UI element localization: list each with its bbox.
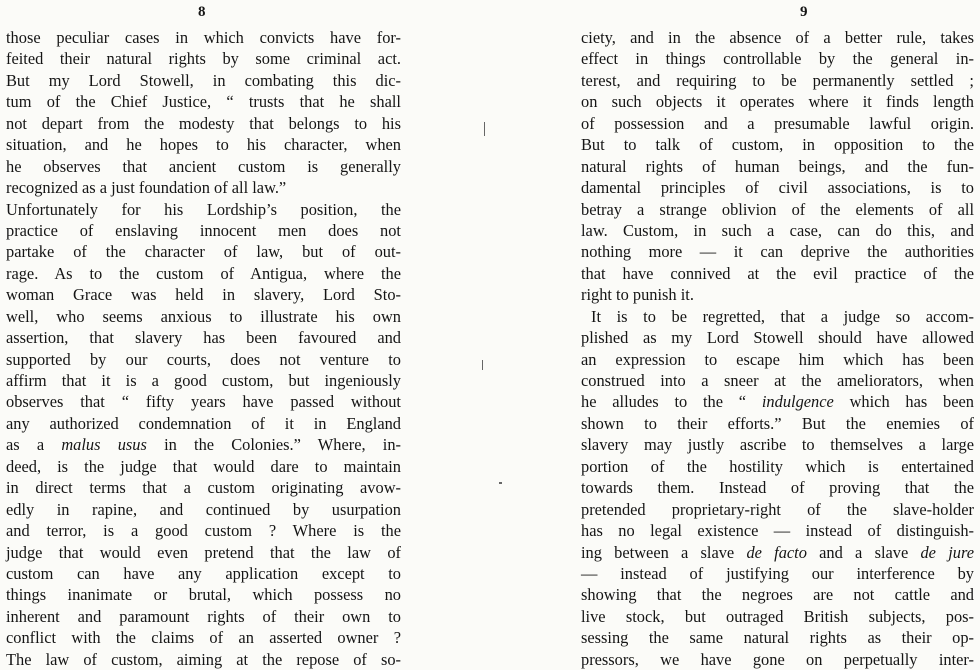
text-line: towards them. Instead of proving that the xyxy=(581,478,974,498)
text-line: tum of the Chief Justice, “ trusts that he shall xyxy=(6,92,401,112)
text-line: woman Grace was held in slavery, Lord Sto- xyxy=(6,285,401,305)
text-line: he observes that ancient custom is generally xyxy=(6,156,401,176)
text-line: has no legal existence — instead of distinguish- xyxy=(581,521,974,541)
text-line: custom can have any application except to xyxy=(6,563,401,583)
text-line: construed into a sneer at the ameliorators, when xyxy=(581,371,974,390)
text-line: betray a strange oblivion of the elements of all xyxy=(581,199,974,219)
text-line: — instead of justifying our interference by xyxy=(581,563,974,583)
text-line: It is to be regretted, that a judge so accom- xyxy=(591,306,974,326)
text-line: The law of custom, aiming at the repose of so- xyxy=(6,649,401,669)
text-line: any authorized condemnation of it in England xyxy=(6,413,401,433)
text-line: pretended proprietary-right of the slave-holder xyxy=(581,499,974,519)
text-line: But to talk of custom, in opposition to the xyxy=(581,135,974,155)
right-page xyxy=(490,0,980,669)
text-line: plished as my Lord Stowell should have allowed xyxy=(581,328,974,348)
text-line: terest, and requiring to be permanently settled ; xyxy=(581,70,974,90)
text-line: damental principles of civil associations, is to xyxy=(581,178,974,198)
text-line: assertion, that slavery has been favoured and xyxy=(6,328,401,348)
text-line: in direct terms that a custom originating avow- xyxy=(6,478,401,498)
text-line: rage. As to the custom of Antigua, where the xyxy=(6,263,401,283)
text-line: as a malus usus in the Colonies.” Where, in- xyxy=(6,435,401,455)
text-line: well, who seems anxious to illustrate his own xyxy=(6,306,401,326)
page-number-right: 9 xyxy=(800,4,808,20)
text-line: natural rights of human beings, and the fun- xyxy=(581,156,974,176)
text-line: sessing the same natural rights as their op- xyxy=(581,628,974,648)
text-line: things inanimate or brutal, which possess no xyxy=(6,585,401,605)
text-line: right to punish it. xyxy=(581,285,694,305)
text-line: practice of enslaving innocent men does not xyxy=(6,220,401,240)
text-line: and terror, is a good custom ? Where is the xyxy=(6,521,401,541)
text-line: partake of the character of law, but of out- xyxy=(6,242,401,262)
text-line: live stock, but outraged British subjects, pos- xyxy=(581,606,974,626)
text-line: ciety, and in the absence of a better rule, takes xyxy=(581,28,974,47)
text-line: effect in things controllable by the general in- xyxy=(581,49,974,69)
text-line: ing between a slave de facto and a slave de jure xyxy=(581,542,974,562)
text-line: edly in rapine, and continued by usurpation xyxy=(6,499,401,519)
text-line: slavery may justly ascribe to themselves a large xyxy=(581,435,974,455)
text-line: shown to their efforts.” But the enemies of xyxy=(581,413,974,433)
text-line: Unfortunately for his Lordship’s position, the xyxy=(6,199,401,219)
text-line: showing that the negroes are not cattle and xyxy=(581,585,974,605)
text-line: on such objects it operates where it finds length xyxy=(581,92,974,112)
text-line: of possession and a presumable lawful origin. xyxy=(581,113,974,133)
text-line: portion of the hostility which is entertained xyxy=(581,456,974,476)
text-line: affirm that it is a good custom, but ingeniously xyxy=(6,371,401,390)
text-line: recognized as a just foundation of all law.” xyxy=(6,178,287,198)
text-line: he alludes to the “ indulgence which has been xyxy=(581,392,974,412)
gutter-mark xyxy=(482,360,483,370)
right-page-text xyxy=(581,27,974,670)
text-line: those peculiar cases in which convicts have for- xyxy=(6,28,401,47)
text-line: nothing more — it can deprive the authorities xyxy=(581,242,974,262)
left-page xyxy=(0,0,490,669)
text-line: feited their natural rights by some criminal act. xyxy=(6,49,401,69)
text-line: deed, is the judge that would dare to maintain xyxy=(6,456,401,476)
text-line: not depart from the modesty that belongs to his xyxy=(6,113,401,133)
text-line: law. Custom, in such a case, can do this, and xyxy=(581,220,974,240)
left-page-text xyxy=(6,27,401,670)
text-line: inherent and paramount rights of their own to xyxy=(6,606,401,626)
text-line: situation, and he hopes to his character, when xyxy=(6,135,401,155)
text-line: pressors, we have gone on perpetually inter- xyxy=(581,649,974,669)
gutter-mark xyxy=(484,122,485,136)
text-line: judge that would even pretend that the law of xyxy=(6,542,401,562)
text-line: observes that “ fifty years have passed without xyxy=(6,392,401,412)
text-line: an expression to escape him which has been xyxy=(581,349,974,369)
text-line: supported by our courts, does not venture to xyxy=(6,349,401,369)
page-number-left: 8 xyxy=(198,4,206,20)
text-line: that have connived at the evil practice of the xyxy=(581,263,974,283)
text-line: conflict with the claims of an asserted owner ? xyxy=(6,628,401,648)
text-line: But my Lord Stowell, in combating this dic- xyxy=(6,70,401,90)
